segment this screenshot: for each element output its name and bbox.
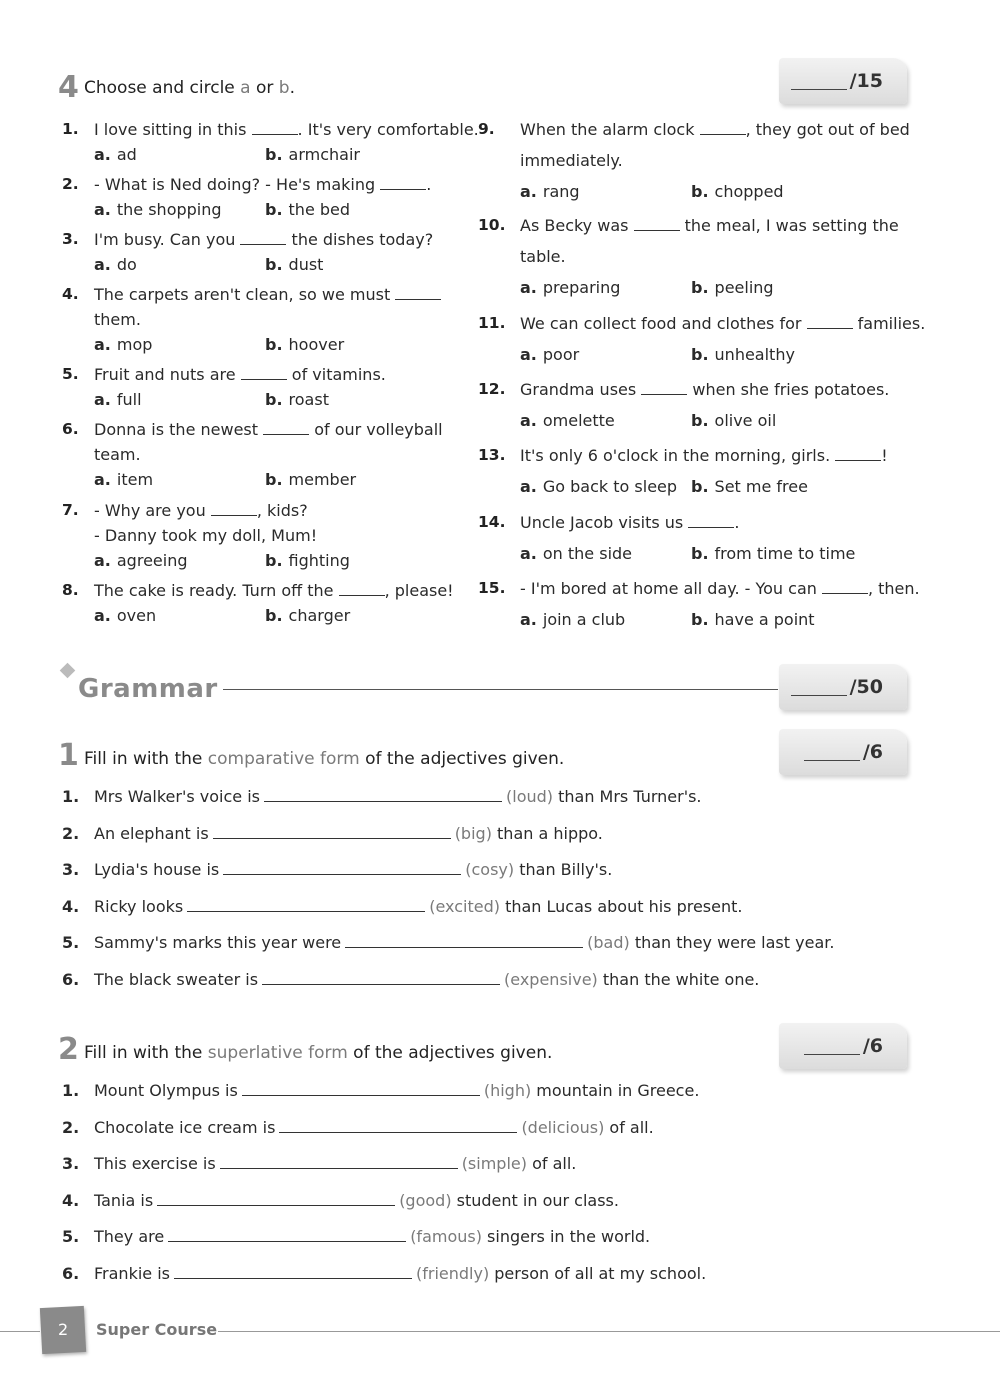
question-number: 5.: [62, 1227, 80, 1246]
adjective-hint: (delicious): [521, 1117, 605, 1137]
sentence-end: singers in the world.: [481, 1227, 651, 1246]
option-a[interactable]: [520, 275, 620, 300]
option-b[interactable]: [691, 408, 776, 433]
option-label: a.: [520, 477, 537, 496]
question-text: them.: [94, 310, 141, 329]
option-label: b.: [691, 278, 709, 297]
adjective-hint: (excited): [429, 896, 500, 916]
option-text: fighting: [288, 551, 350, 570]
question-text: - Danny took my doll, Mum!: [94, 526, 318, 545]
footer-line: [0, 1331, 40, 1332]
sentence-start: Sammy's marks this year were: [94, 933, 342, 952]
heading-text: .: [289, 78, 295, 98]
option-b[interactable]: [265, 197, 350, 222]
option-label: a.: [520, 610, 537, 629]
answer-blank[interactable]: [211, 500, 257, 516]
answer-blank[interactable]: [395, 284, 441, 300]
adjective-hint: (friendly): [415, 1263, 490, 1283]
option-text: have a point: [714, 610, 815, 629]
question-number: 2.: [62, 1117, 80, 1137]
option-text: on the side: [542, 544, 633, 563]
sentence-end: than a hippo.: [491, 823, 603, 843]
heading-text: Fill in with the: [84, 1043, 208, 1063]
sentence-start: An elephant is: [94, 823, 209, 843]
heading-highlight: comparative form: [207, 749, 360, 769]
option-label: b.: [265, 551, 283, 570]
question-number: 1.: [62, 1081, 80, 1100]
option-a[interactable]: [94, 548, 188, 573]
grammar-divider: [223, 689, 778, 690]
option-label: b.: [265, 335, 283, 354]
sentence-end: student in our class.: [451, 1190, 619, 1210]
fill-in-row: [62, 1154, 576, 1173]
fill-in-row: [62, 824, 603, 843]
question-number: 6.: [62, 420, 79, 438]
question-number: 14.: [478, 513, 506, 531]
score-total: /6: [862, 1035, 883, 1057]
option-a[interactable]: [94, 603, 156, 628]
option-a[interactable]: [520, 474, 677, 499]
option-b[interactable]: [265, 548, 350, 573]
option-label: a.: [94, 470, 111, 489]
answer-blank[interactable]: [700, 119, 746, 135]
question-number: 3.: [62, 230, 79, 248]
question-number: 6.: [62, 969, 80, 989]
option-text: agreeing: [116, 551, 188, 570]
answer-line[interactable]: [213, 825, 451, 839]
question-number: 2.: [62, 175, 79, 193]
option-label: a.: [520, 278, 537, 297]
option-text: do: [116, 255, 137, 274]
sentence-end: than they were last year.: [629, 933, 835, 952]
grammar-score-box[interactable]: [779, 664, 907, 710]
grammar-title: Grammar: [78, 674, 218, 704]
answer-line[interactable]: [174, 1265, 412, 1279]
option-text: the bed: [288, 200, 351, 219]
question-number: 13.: [478, 446, 506, 464]
option-b[interactable]: [265, 142, 360, 167]
answer-line[interactable]: [187, 898, 425, 912]
footer-brand: Super Course: [96, 1320, 218, 1339]
option-b[interactable]: [691, 179, 784, 204]
option-text: poor: [542, 345, 580, 364]
exercise-1-heading: [84, 749, 564, 769]
question-number: 11.: [478, 314, 506, 332]
question-number: 4.: [62, 896, 80, 916]
answer-blank[interactable]: [380, 174, 426, 190]
heading-a: a: [240, 78, 251, 98]
question-number: 5.: [62, 365, 79, 383]
option-a[interactable]: [520, 408, 615, 433]
question-number: 2.: [62, 823, 80, 843]
option-b[interactable]: [691, 474, 808, 499]
option-a[interactable]: [94, 197, 222, 222]
fill-in-row: [62, 787, 702, 806]
question-number: 12.: [478, 380, 506, 398]
question-text: Uncle Jacob visits us .: [520, 513, 740, 532]
option-a[interactable]: [94, 142, 137, 167]
sentence-end: mountain in Greece.: [531, 1081, 700, 1100]
heading-text: of the adjectives given.: [359, 749, 565, 769]
question-number: 5.: [62, 933, 80, 952]
sentence-end: than Lucas about his present.: [499, 896, 743, 916]
question-number: 1.: [62, 120, 79, 138]
sentence-start: Tania is: [94, 1190, 154, 1210]
option-a[interactable]: [520, 541, 632, 566]
option-label: a.: [520, 544, 537, 563]
exercise-4-score-box[interactable]: [779, 58, 907, 104]
score-blank: [791, 72, 847, 90]
option-text: from time to time: [714, 544, 856, 563]
option-text: mop: [116, 335, 153, 354]
sentence-start: Ricky looks: [94, 896, 184, 916]
page-number: 2: [58, 1320, 69, 1339]
option-text: peeling: [714, 278, 774, 297]
option-label: b.: [265, 606, 283, 625]
answer-blank[interactable]: [240, 229, 286, 245]
question-number: 15.: [478, 579, 506, 597]
question-number: 3.: [62, 860, 80, 879]
score-total: /6: [862, 741, 883, 763]
option-b[interactable]: [265, 467, 356, 492]
answer-line[interactable]: [242, 1082, 480, 1096]
answer-blank[interactable]: [688, 512, 734, 528]
option-text: full: [116, 390, 142, 409]
option-label: b.: [265, 470, 283, 489]
option-text: member: [288, 470, 357, 489]
fill-in-row: [62, 860, 612, 879]
question-text: - I'm bored at home all day. - You can , then.: [520, 579, 920, 598]
answer-line[interactable]: [168, 1228, 406, 1242]
sentence-start: Frankie is: [94, 1263, 170, 1283]
sentence-start: This exercise is: [94, 1154, 216, 1173]
option-label: b.: [691, 477, 709, 496]
score-total: /50: [849, 676, 883, 698]
option-label: a.: [94, 606, 111, 625]
option-b[interactable]: [691, 342, 795, 367]
option-label: a.: [94, 390, 111, 409]
answer-blank[interactable]: [263, 419, 309, 435]
fill-in-row: [62, 897, 742, 916]
answer-blank[interactable]: [807, 313, 853, 329]
option-label: b.: [265, 390, 283, 409]
question-text: immediately.: [520, 151, 623, 170]
fill-in-row: [62, 933, 834, 952]
sentence-start: Mount Olympus is: [94, 1081, 238, 1100]
option-text: armchair: [288, 145, 360, 164]
question-text: The carpets aren't clean, so we must: [94, 282, 441, 307]
sentence-end: than Billy's.: [514, 860, 613, 879]
answer-blank[interactable]: [252, 119, 298, 135]
exercise-2-score-box[interactable]: [779, 1023, 907, 1069]
question-text: The cake is ready. Turn off the , please!: [94, 581, 454, 600]
option-label: b.: [691, 345, 709, 364]
heading-b: b: [278, 78, 290, 98]
option-text: dust: [288, 255, 324, 274]
option-text: the shopping: [116, 200, 222, 219]
option-label: a.: [520, 411, 537, 430]
option-label: b.: [265, 255, 283, 274]
sentence-end: person of all at my school.: [489, 1263, 707, 1283]
answer-blank[interactable]: [634, 215, 680, 231]
adjective-hint: (big): [454, 823, 492, 843]
score-blank: [804, 743, 860, 761]
fill-in-row: [62, 1191, 619, 1210]
question-number: 8.: [62, 581, 79, 599]
diamond-icon: [60, 663, 76, 679]
exercise-1-score-box[interactable]: [779, 729, 907, 775]
question-number: 4.: [62, 285, 79, 303]
option-b[interactable]: [265, 387, 329, 412]
heading-text: or: [250, 78, 279, 98]
sentence-end: than Mrs Turner's.: [553, 787, 702, 806]
sentence-start: Chocolate ice cream is: [94, 1117, 276, 1137]
exercise-4-heading: [84, 78, 295, 98]
option-label: b.: [691, 544, 709, 563]
option-text: olive oil: [714, 411, 777, 430]
option-a[interactable]: [520, 342, 579, 367]
question-number: 3.: [62, 1154, 80, 1173]
answer-blank[interactable]: [641, 379, 687, 395]
answer-line[interactable]: [264, 788, 502, 802]
question-text: As Becky was the meal, I was setting the: [520, 216, 899, 235]
option-text: hoover: [288, 335, 345, 354]
footer-line: [218, 1331, 1000, 1332]
option-a[interactable]: [520, 607, 625, 632]
question-text: Grandma uses when she fries potatoes.: [520, 380, 890, 399]
question-text: I love sitting in this . It's very comfortable.: [94, 120, 479, 139]
option-text: Set me free: [714, 477, 808, 496]
option-a[interactable]: [94, 252, 137, 277]
option-label: b.: [265, 200, 283, 219]
exercise-1-number: 1: [58, 738, 79, 773]
option-text: oven: [116, 606, 157, 625]
question-text: table.: [520, 247, 566, 266]
answer-blank[interactable]: [822, 578, 868, 594]
score-blank: [791, 678, 847, 696]
option-label: b.: [691, 411, 709, 430]
question-text: I'm busy. Can you the dishes today?: [94, 230, 434, 249]
option-label: a.: [94, 145, 111, 164]
option-text: unhealthy: [714, 345, 795, 364]
answer-line[interactable]: [279, 1119, 517, 1133]
sentence-start: They are: [94, 1227, 165, 1246]
answer-line[interactable]: [220, 1155, 458, 1169]
option-a[interactable]: [94, 387, 142, 412]
sentence-start: The black sweater is: [94, 969, 259, 989]
score-total: /15: [849, 70, 883, 92]
option-label: a.: [94, 200, 111, 219]
adjective-hint: (expensive): [504, 969, 598, 989]
question-text: - Why are you , kids?: [94, 501, 308, 520]
question-text: Fruit and nuts are of vitamins.: [94, 365, 386, 384]
exercise-2-heading: [84, 1043, 552, 1063]
fill-in-row: [62, 1227, 650, 1246]
option-label: b.: [265, 145, 283, 164]
adjective-hint: (loud): [506, 787, 554, 806]
question-number: 7.: [62, 501, 79, 519]
adjective-hint: (good): [399, 1190, 452, 1210]
adjective-hint: (cosy): [465, 860, 515, 879]
heading-text: Fill in with the: [84, 749, 208, 769]
adjective-hint: (simple): [461, 1154, 527, 1173]
fill-in-row: [62, 1081, 699, 1100]
adjective-hint: (bad): [587, 933, 630, 952]
question-text: We can collect food and clothes for families.: [520, 314, 926, 333]
question-number: 4.: [62, 1190, 80, 1210]
answer-line[interactable]: [262, 971, 500, 985]
option-text: ad: [116, 145, 137, 164]
option-a[interactable]: [94, 332, 152, 357]
answer-line[interactable]: [223, 861, 461, 875]
option-b[interactable]: [265, 332, 344, 357]
option-label: a.: [520, 182, 537, 201]
sentence-end: than the white one.: [597, 969, 760, 989]
heading-text: Choose and circle: [84, 78, 241, 98]
option-label: a.: [94, 255, 111, 274]
option-text: charger: [288, 606, 351, 625]
answer-line[interactable]: [157, 1192, 395, 1206]
question-text: team.: [94, 445, 141, 464]
option-b[interactable]: [691, 541, 855, 566]
answer-line[interactable]: [345, 934, 583, 948]
option-b[interactable]: [691, 607, 815, 632]
option-text: roast: [288, 390, 329, 409]
exercise-2-number: 2: [58, 1032, 79, 1067]
option-label: b.: [691, 182, 709, 201]
option-label: a.: [520, 345, 537, 364]
heading-highlight: superlative form: [207, 1043, 348, 1063]
question-text: - What is Ned doing? - He's making .: [94, 175, 432, 194]
exercise-4-number: 4: [58, 70, 79, 105]
sentence-end: of all.: [604, 1117, 654, 1137]
option-b[interactable]: [691, 275, 774, 300]
sentence-start: Lydia's house is: [94, 860, 220, 879]
option-a[interactable]: [520, 179, 580, 204]
question-number: 10.: [478, 216, 506, 234]
question-number: 9.: [478, 120, 495, 138]
option-text: item: [116, 470, 154, 489]
option-label: b.: [691, 610, 709, 629]
adjective-hint: (high): [483, 1081, 532, 1100]
sentence-start: Mrs Walker's voice is: [94, 787, 260, 806]
adjective-hint: (famous): [410, 1227, 482, 1246]
option-a[interactable]: [94, 467, 153, 492]
answer-blank[interactable]: [835, 445, 881, 461]
fill-in-row: [62, 1118, 654, 1137]
fill-in-row: [62, 1264, 706, 1283]
question-text: It's only 6 o'clock in the morning, girls. !: [520, 446, 888, 465]
option-text: rang: [542, 182, 580, 201]
question-number: 6.: [62, 1263, 80, 1283]
answer-blank[interactable]: [339, 580, 385, 596]
question-text: Donna is the newest of our volleyball: [94, 420, 443, 439]
heading-text: of the adjectives given.: [347, 1043, 553, 1063]
option-text: preparing: [542, 278, 621, 297]
option-text: chopped: [714, 182, 784, 201]
option-label: a.: [94, 335, 111, 354]
question-number: 1.: [62, 787, 80, 806]
fill-in-row: [62, 970, 759, 989]
option-text: join a club: [542, 610, 626, 629]
question-text: When the alarm clock , they got out of bed: [520, 120, 910, 139]
option-label: a.: [94, 551, 111, 570]
sentence-end: of all.: [526, 1154, 577, 1173]
option-b[interactable]: [265, 252, 323, 277]
answer-blank[interactable]: [241, 364, 287, 380]
option-text: omelette: [542, 411, 615, 430]
option-text: Go back to sleep: [542, 477, 678, 496]
score-blank: [804, 1037, 860, 1055]
option-b[interactable]: [265, 603, 350, 628]
